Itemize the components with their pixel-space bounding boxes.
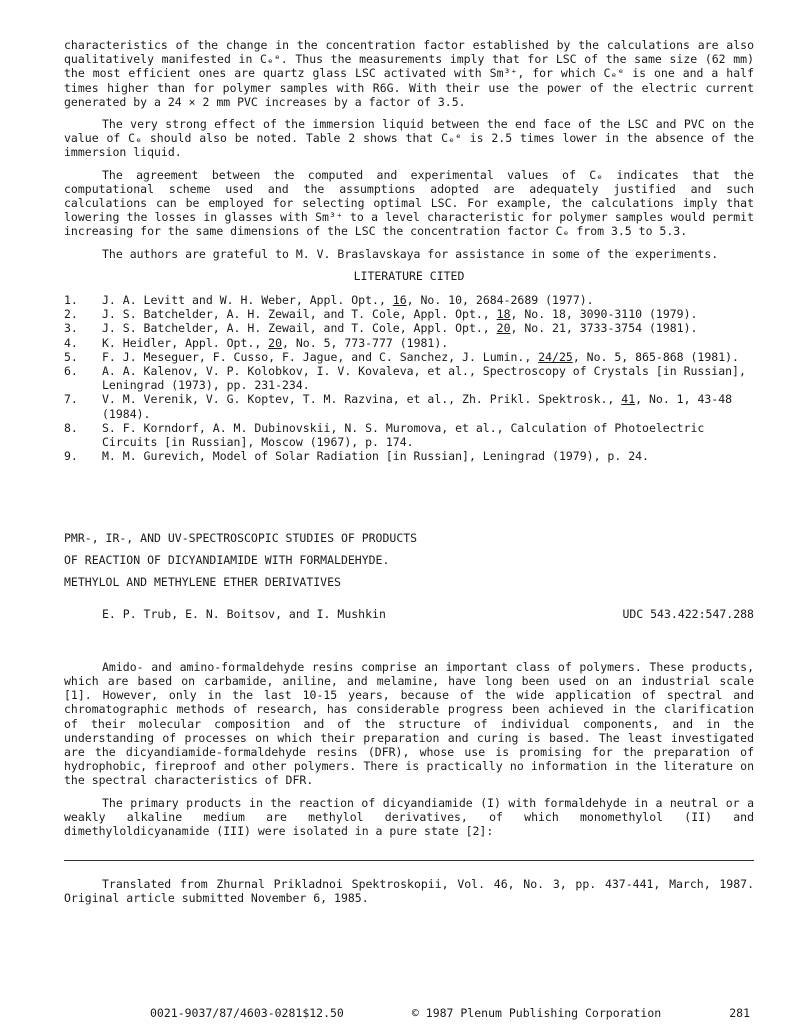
publication-code: 0021-9037/87/4603-0281$12.50	[150, 1006, 344, 1020]
reference-list	[64, 293, 754, 463]
body-paragraph-1: Amido- and amino-formaldehyde resins comprise an important class of polymers. These products, which are based on carbamide, aniline, and melamine, have long been used on an industrial scale [1]. However, only in the last 10-15 years, because of the wide application of spectral and chromatographic methods of research, has considerable progress been achieved in the clarification of their molecular composition and of the structure of individual components, and in the understanding of processes on which their preparation and curing is based. The least investigated are the dicyandiamide-formaldehyde resins (DFR), whose use is promising for the preparation of hydrophobic, fireproof and other polymers. There is practically no information in the literature on the spectral characteristics of DFR.	[64, 659, 754, 788]
article-title-line: PMR-, IR-, AND UV-SPECTROSCOPIC STUDIES OF PRODUCTS	[64, 531, 418, 546]
page	[64, 38, 754, 906]
article-title	[64, 527, 754, 593]
page-footer	[150, 1006, 750, 1020]
page-number: 281	[729, 1006, 750, 1020]
reference-text: J. A. Levitt and W. H. Weber, Appl. Opt.,	[102, 293, 393, 308]
reference-volume: 16	[392, 293, 407, 308]
reference-text: S. F. Korndorf, A. M. Dubinovskii, N. S. Muromova, et al., Calculation of Photoelectric Circuits [in Russian], Moscow (1967), p. 174.	[102, 420, 705, 450]
body-paragraph-2: The primary products in the reaction of dicyandiamide (I) with formaldehyde in a neutral or a weakly alkaline medium are methylol derivatives, of which monomethylol (II) and dimethyloldicyanamide (III) were isolated in a pure state [2]:	[64, 795, 754, 838]
intro-paragraph-2: The very strong effect of the immersion liquid between the end face of the LSC and PVC on the value of Cₑ should also be noted. Table 2 shows that Cₑᵉ is 2.5 times lower in the absence of the immersion liquid.	[64, 117, 754, 160]
reference-item	[64, 336, 754, 350]
reference-text: A. A. Kalenov, V. P. Kolobkov, I. V. Kovaleva, et al., Spectroscopy of Crystals [in Russian], Leningrad (1973), pp. 231-234.	[102, 364, 746, 393]
reference-volume: 20	[268, 335, 283, 350]
reference-volume: 41	[621, 392, 636, 407]
authors: E. P. Trub, E. N. Boitsov, and I. Mushkin	[102, 607, 386, 622]
reference-tail: , No. 10, 2684-2689 (1977).	[406, 293, 594, 308]
reference-text: V. M. Verenik, V. G. Koptev, T. M. Razvina, et al., Zh. Prikl. Spektrosk.,	[102, 392, 622, 407]
authors-row	[102, 607, 754, 621]
reference-number: 5.	[64, 349, 78, 364]
reference-item	[64, 364, 754, 392]
reference-volume: 20	[496, 321, 511, 336]
reference-number: 7.	[64, 392, 78, 407]
copyright-notice: © 1987 Plenum Publishing Corporation	[411, 1006, 662, 1020]
intro-paragraph-3: The agreement between the computed and experimental values of Cₑ indicates that the computational scheme used and the assumptions adopted are adequately justified and such calculations can be employed for selecting optimal LSC. For example, the calculations imply that lowering the losses in glasses with Sm³⁺ to a level characteristic for polymer samples would permit increasing for the same dimensions of the LSC the concentration factor Cₑ from 3.5 to 5.3.	[64, 167, 754, 239]
reference-item	[64, 293, 754, 307]
reference-tail: , No. 5, 865-868 (1981).	[572, 349, 739, 364]
reference-number: 3.	[64, 321, 78, 336]
reference-item	[64, 392, 754, 420]
reference-number: 1.	[64, 293, 78, 308]
reference-text: F. J. Meseguer, F. Cusso, F. Jague, and C. Sanchez, J. Lumin.,	[102, 349, 539, 364]
literature-heading: LITERATURE CITED	[353, 268, 465, 283]
reference-text: K. Heidler, Appl. Opt.,	[102, 335, 269, 350]
reference-text: J. S. Batchelder, A. H. Zewail, and T. Cole, Appl. Opt.,	[102, 307, 497, 322]
reference-number: 9.	[64, 449, 78, 464]
reference-tail: , No. 1, 43-48 (1984).	[102, 392, 733, 421]
reference-number: 6.	[64, 364, 78, 379]
reference-number: 4.	[64, 335, 78, 350]
reference-text: J. S. Batchelder, A. H. Zewail, and T. Cole, Appl. Opt.,	[102, 321, 497, 336]
reference-item	[64, 350, 754, 364]
acknowledgement: The authors are grateful to M. V. Braslavskaya for assistance in some of the experiments.	[102, 246, 719, 261]
reference-volume: 18	[496, 307, 511, 322]
article-title-line: OF REACTION OF DICYANDIAMIDE WITH FORMALDEHYDE.	[64, 553, 390, 568]
reference-item	[64, 321, 754, 335]
reference-tail: , No. 18, 3090-3110 (1979).	[510, 307, 698, 322]
reference-item	[64, 449, 754, 463]
reference-number: 2.	[64, 307, 78, 322]
reference-item	[64, 421, 754, 449]
reference-volume: 24/25	[538, 349, 573, 364]
article-title-line: METHYLOL AND METHYLENE ETHER DERIVATIVES	[64, 575, 341, 590]
intro-paragraph-1: characteristics of the change in the concentration factor established by the calculations are also qualitatively manifested in Cₑᵉ. Thus the measurements imply that for LSC of the same size (62 mm) the most efficient ones are quartz glass LSC activated with Sm³⁺, for which Cₑᵉ is one and a half times higher than for polymer samples with R6G. With their use the power of the electric current generated by a 24 × 2 mm PVC increases by a factor of 3.5.	[64, 38, 754, 109]
footnote-divider	[64, 860, 754, 861]
translation-note: Translated from Zhurnal Prikladnoi Spektroskopii, Vol. 46, No. 3, pp. 437-441, March, 1987. Original article submitted November 6, 1985.	[64, 877, 754, 906]
reference-number: 8.	[64, 420, 78, 435]
udc-code: UDC 543.422:547.288	[622, 607, 754, 622]
reference-item	[64, 307, 754, 321]
reference-tail: , No. 5, 773-777 (1981).	[282, 335, 449, 350]
reference-text: M. M. Gurevich, Model of Solar Radiation [in Russian], Leningrad (1979), p. 24.	[102, 449, 649, 464]
reference-tail: , No. 21, 3733-3754 (1981).	[510, 321, 698, 336]
